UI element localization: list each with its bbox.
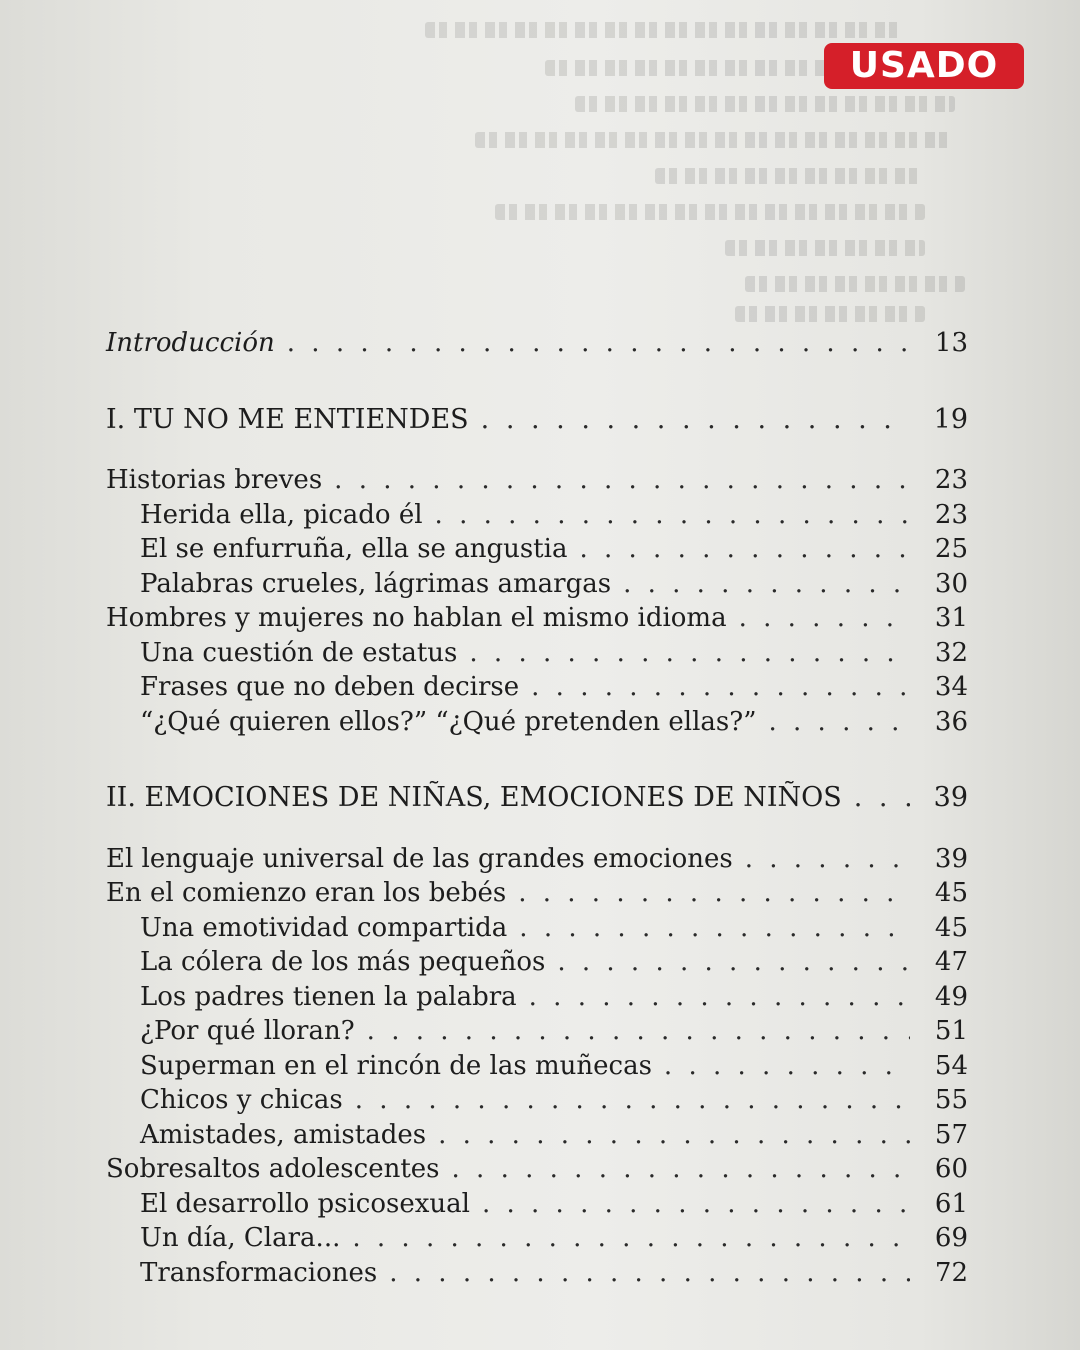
- toc-entry-page: 31: [934, 603, 968, 633]
- toc-entry: [106, 842, 968, 877]
- dot-leader: [438, 1118, 910, 1153]
- chapter-title: II. EMOCIONES DE NIÑAS, EMOCIONES DE NIÑOS: [106, 782, 842, 813]
- toc-entry: [106, 498, 968, 533]
- dot-leader: [579, 532, 910, 567]
- chapter-page: 39: [933, 782, 968, 813]
- toc-entry-page: 36: [934, 706, 968, 737]
- dot-leader: [355, 1083, 910, 1118]
- toc-entry-title: Chicos y chicas: [140, 1085, 343, 1115]
- toc-entry-page: 57: [934, 1119, 968, 1150]
- dot-leader: [745, 842, 910, 877]
- toc-entry: [106, 945, 968, 980]
- dot-leader: [452, 1152, 910, 1187]
- toc-entry-title: Transformaciones: [140, 1257, 378, 1288]
- toc-entry: [106, 876, 968, 911]
- toc-entry-title: Historias breves: [106, 465, 323, 495]
- used-badge: USADO: [824, 43, 1024, 89]
- toc-entry-title: Un día, Clara...: [140, 1223, 341, 1253]
- toc-entry-title: Frases que no deben decirse: [140, 672, 520, 702]
- toc-entry: [106, 1083, 968, 1118]
- toc-entry-title: El lenguaje universal de las grandes emociones: [106, 843, 733, 874]
- toc-entry: [106, 463, 968, 498]
- toc-entry: [106, 601, 968, 636]
- toc-entry-title: Palabras crueles, lágrimas amargas: [140, 568, 612, 599]
- dot-leader: [557, 945, 910, 980]
- toc-entry-page: 54: [934, 1050, 968, 1081]
- toc-entry-page: 39: [934, 843, 968, 874]
- toc-chapter-2: [106, 781, 968, 816]
- dot-leader: [481, 403, 910, 438]
- toc-entry-page: 55: [934, 1085, 968, 1115]
- toc-entry-title: El se enfurruña, ella se angustia: [140, 534, 568, 564]
- dot-leader: [623, 567, 910, 602]
- toc-entry-page: 61: [934, 1188, 968, 1219]
- dot-leader: [287, 326, 910, 361]
- dot-leader: [664, 1049, 910, 1084]
- toc-entry-page: 23: [934, 465, 968, 495]
- toc-entry: [106, 980, 968, 1015]
- toc-entry: [106, 1152, 968, 1187]
- toc-entry: [106, 567, 968, 602]
- toc-entry: [106, 1187, 968, 1222]
- dot-leader: [435, 498, 910, 533]
- dot-leader: [739, 601, 910, 636]
- toc-entry: [106, 1049, 968, 1084]
- dot-leader: [518, 876, 910, 911]
- toc-entry-page: 13: [934, 328, 968, 358]
- toc-entry-page: 23: [934, 499, 968, 530]
- toc-entry-page: 69: [934, 1223, 968, 1253]
- toc-entry-page: 72: [934, 1257, 968, 1288]
- chapter-page: 19: [933, 403, 968, 435]
- dot-leader: [519, 911, 910, 946]
- toc-entry-page: 45: [934, 912, 968, 943]
- toc-entry: [106, 670, 968, 705]
- dot-leader: [531, 670, 910, 705]
- toc-entry-title: Sobresaltos adolescentes: [106, 1154, 440, 1184]
- toc-entry: [106, 1256, 968, 1291]
- toc-entry-page: 49: [934, 981, 968, 1012]
- toc-entry-title: Una cuestión de estatus: [140, 637, 458, 668]
- toc-entry: [106, 636, 968, 671]
- toc-entry-title: “¿Qué quieren ellos?” “¿Qué pretenden ellas?”: [140, 706, 757, 737]
- toc-entry-page: 25: [934, 534, 968, 564]
- toc-entry-title: Superman en el rincón de las muñecas: [140, 1050, 652, 1081]
- toc-entry-page: 45: [934, 878, 968, 908]
- toc-entry-page: 32: [934, 637, 968, 668]
- toc-entry-title: Amistades, amistades: [140, 1119, 427, 1150]
- toc-entry-title: Los padres tienen la palabra: [140, 981, 517, 1012]
- toc-entry-title: La cólera de los más pequeños: [140, 947, 546, 977]
- toc-entry: [106, 911, 968, 946]
- toc-entry-page: 47: [934, 947, 968, 977]
- toc-entry-title: El desarrollo psicosexual: [140, 1188, 470, 1219]
- chapter-title: I. TU NO ME ENTIENDES: [106, 403, 469, 435]
- toc-entry-page: 51: [934, 1016, 968, 1046]
- toc-entry-title: Una emotividad compartida: [140, 912, 508, 943]
- toc-entry: [106, 705, 968, 740]
- dot-leader: [389, 1256, 910, 1291]
- toc-entry-title: Introducción: [106, 328, 275, 358]
- dot-leader: [768, 705, 910, 740]
- dot-leader: [352, 1221, 910, 1256]
- toc-chapter-1: [106, 403, 968, 438]
- dot-leader: [334, 463, 910, 498]
- toc-entry-page: 60: [934, 1154, 968, 1184]
- toc-entry-title: Herida ella, picado él: [140, 499, 423, 530]
- toc-entry: [106, 1014, 968, 1049]
- toc-entry-page: 30: [934, 568, 968, 599]
- toc-entry-title: ¿Por qué lloran?: [140, 1016, 355, 1046]
- table-of-contents: [106, 326, 968, 1290]
- toc-entry: [106, 1118, 968, 1153]
- dot-leader: [529, 980, 910, 1015]
- dot-leader: [482, 1187, 910, 1222]
- toc-entry-introduccion: [106, 326, 968, 361]
- dot-leader: [469, 636, 910, 671]
- toc-entry-title: Hombres y mujeres no hablan el mismo idioma: [106, 603, 727, 633]
- toc-entry-title: En el comienzo eran los bebés: [106, 878, 507, 908]
- dot-leader: [367, 1014, 910, 1049]
- dot-leader: [854, 781, 910, 816]
- toc-entry-page: 34: [934, 672, 968, 702]
- toc-entry: [106, 532, 968, 567]
- toc-entry: [106, 1221, 968, 1256]
